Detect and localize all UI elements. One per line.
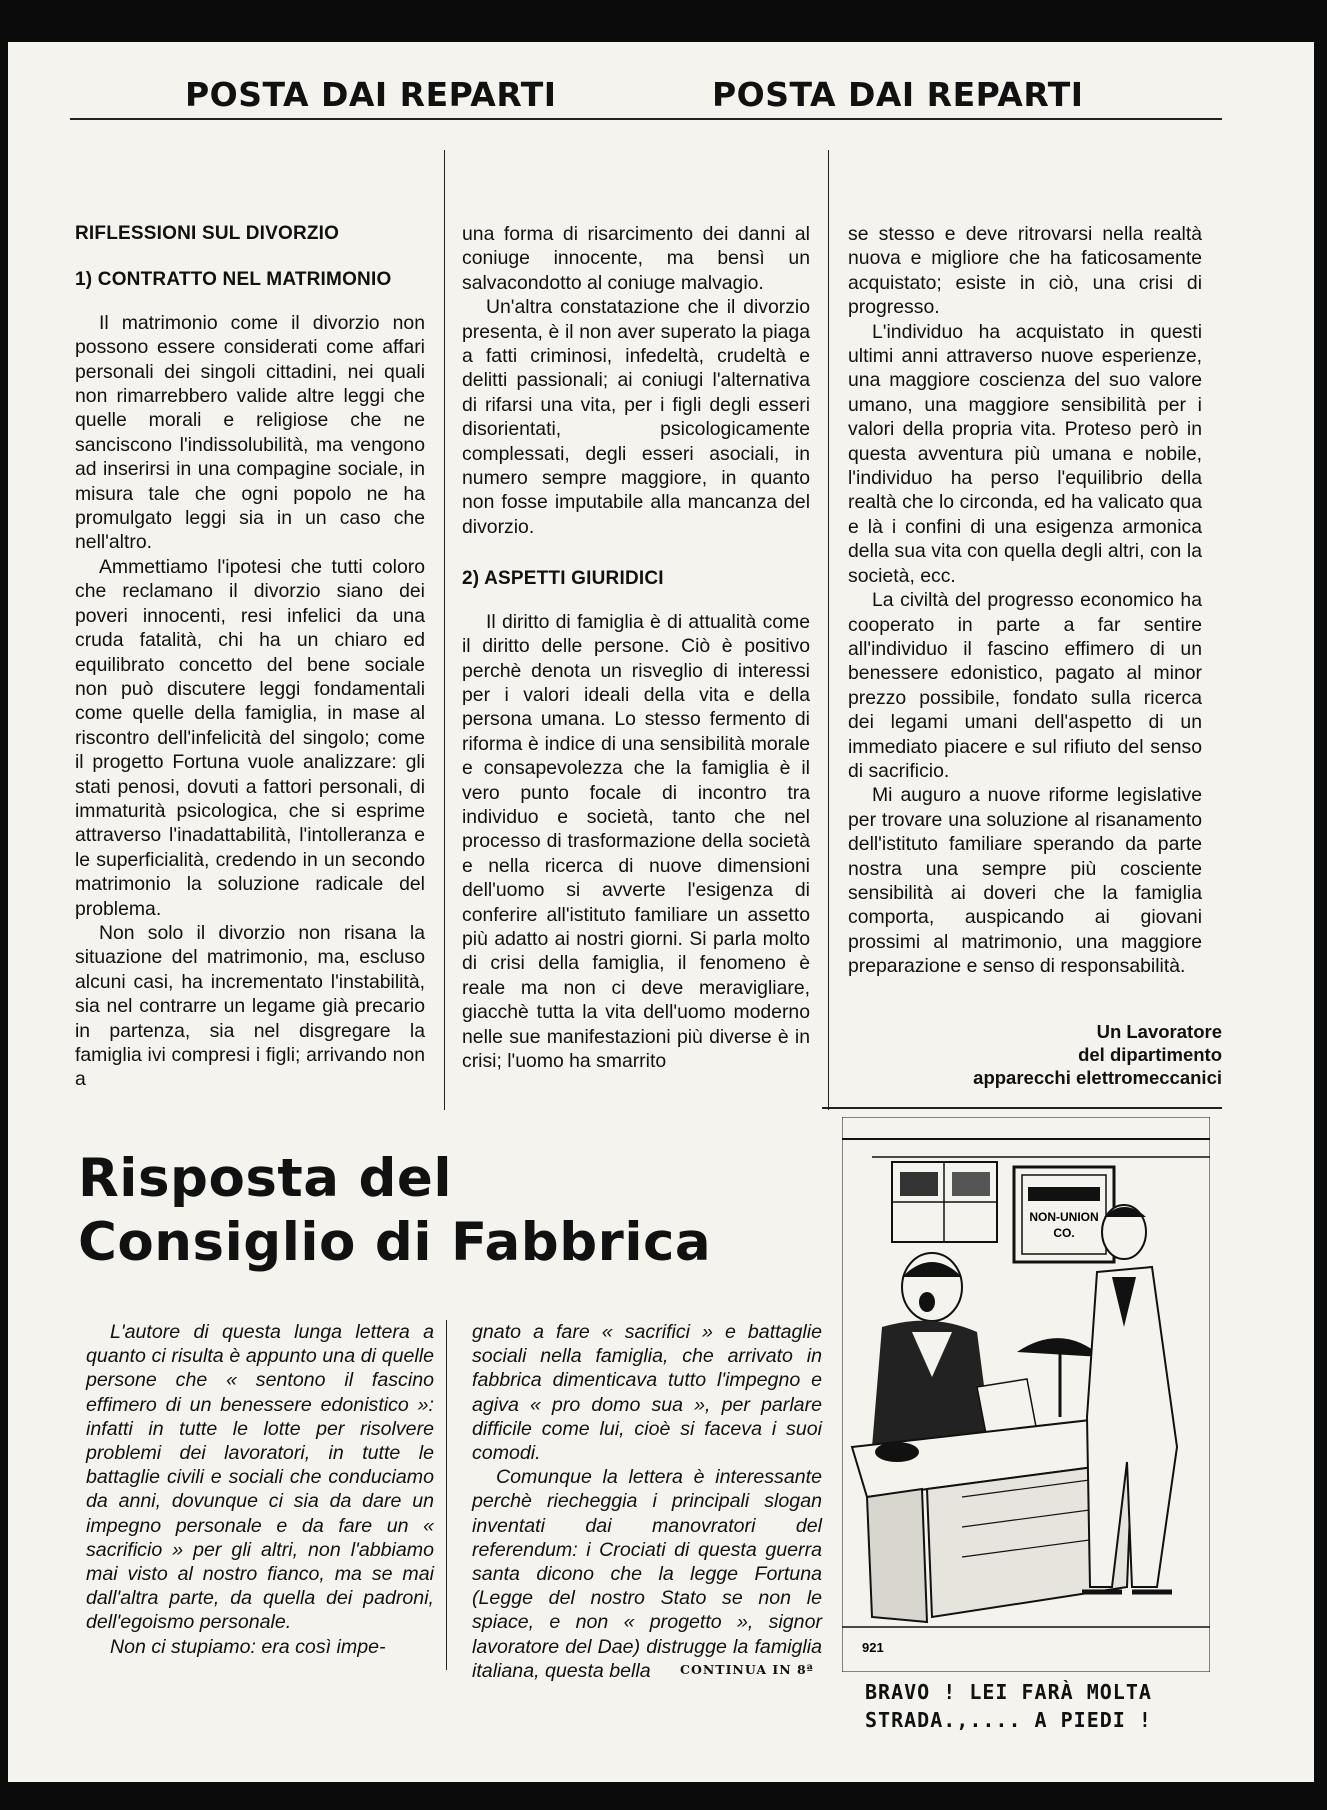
column-divider [444, 150, 445, 1110]
signature-rule [822, 1107, 1222, 1109]
author-signature [973, 1020, 1222, 1089]
sign-text-line1: NON-UNION [1029, 1210, 1099, 1224]
paragraph: L'individuo ha acquistato in questi ultimi anni attraverso nuove esperienze, una maggiore coscienza del suo valore umano, una maggiore sensibilità per i valori della propria vita. Proteso però in questa avventura più umana e nobile, l'individuo ha perso l'equilibrio della realtà che lo circonda, ed ha valicato qua e là i confini di una esigenza armonica della sua vita con quella degli altri, con la società, ecc. [848, 320, 1202, 587]
section-heading: 1) CONTRATTO NEL MATRIMONIO [75, 269, 392, 291]
article-column-2 [462, 222, 810, 1073]
column-divider [446, 1320, 447, 1670]
section-heading: 2) ASPETTI GIURIDICI [462, 568, 664, 590]
column-divider [828, 150, 829, 1110]
signature-line: Un Lavoratore [1096, 1021, 1222, 1042]
article-column-3 [848, 222, 1202, 979]
response-column-2 [472, 1320, 822, 1683]
paragraph: Il matrimonio come il divorzio non possono essere considerati come affari personali dei singoli cittadini, nei quali non rimarrebbero valide altre leggi che quelle morali e religiose che ne sanciscono l'indissolubilità, ma vengono ad inserirsi in una compagine sociale, in misura tale che ogni popolo ne ha promulgato leggi sia in un caso che nell'altro. [75, 311, 425, 554]
article-title: RIFLESSIONI SUL DIVORZIO [75, 223, 340, 244]
article-column-1 [75, 222, 425, 1092]
paragraph: se stesso e deve ritrovarsi nella realtà nuova e migliore che ha faticosamente acquistato; esiste in ciò, una crisi di progresso. [848, 223, 1202, 319]
paragraph: Non ci stupiamo: era così impe- [110, 1635, 386, 1658]
paragraph: gnato a fare « sacrifici » e battaglie sociali nella famiglia, che arrivato in fabbrica dimenticava tutto l'impegno e agiva « pro domo sua », per parlare difficile come lui, cioè si faceva i suoi comodi. [472, 1321, 822, 1465]
paragraph: Il diritto di famiglia è di attualità come il diritto delle persone. Ciò è positivo perchè denota un risveglio di interessi per i valori ideali della vita e della persona umana. Lo stesso fermento di riforma è indice di una sensibilità morale e consapevolezza che la famiglia è il vero punto focale di incontro tra individuo e società, tanto che nel processo di trasformazione della società e nella ricerca di nuove dimensioni dell'uomo si avverte l'esigenza di conferire all'istituto familiare un assetto più adatto ai nostri giorni. Si parla molto di crisi della famiglia, il fenomeno è reale ma non ci deve meravigliare, giacchè tutta la vita dell'uomo moderno nelle sue manifestazioni più diverse è in crisi; l'uomo ha smarrito [462, 610, 810, 1072]
cartoon-caption-line1: BRAVO ! LEI FARÀ MOLTA [865, 1680, 1152, 1704]
continua-note: CONTINUA IN 8ª [680, 1662, 814, 1677]
paragraph: L'autore di questa lunga lettera a quanto ci risulta è appunto una di quelle persone che « sentono il fascino effimero di un benessere edonistico »: infatti in tutte le lotte per risolvere problemi dei lavoratori, in tutte le battaglie civili e sociali che conduciamo da anni, dovunque ci sia da dare un impegno personale e da fare un « sacrificio » per gli altri, non l'abbiamo mai visto al nostro fianco, ma se mai dall'altra parte, da quella dei padroni, dell'egoismo personale. [86, 1321, 434, 1634]
paragraph: Un'altra constatazione che il divorzio presenta, è il non aver superato la piaga a fatti criminosi, infedeltà, crudeltà e delitti passionali; ai coniugi l'alternativa di rifarsi una vita, per i figli degli esseri disorientati, psicologicamente complessati, degli esseri asociali, in numero sempre maggiore, in quanto non fosse imputabile alla mancanza del divorzio. [462, 296, 810, 538]
header-rule [70, 118, 1222, 120]
section-header-right: POSTA DAI REPARTI [712, 75, 1084, 114]
response-headline-line2: Consiglio di Fabbrica [78, 1212, 712, 1273]
signature-line: apparecchi elettromeccanici [973, 1067, 1222, 1088]
section-header-left: POSTA DAI REPARTI [185, 75, 557, 114]
response-headline-line1: Risposta del [78, 1148, 453, 1209]
sign-text-line2: CO. [1053, 1226, 1075, 1240]
paragraph: Ammettiamo l'ipotesi che tutti coloro che reclamano il divorzio siano dei poveri innocenti, resi infelici da una cruda fatalità, chi ha un chiaro ed equilibrato concetto del bene sociale non può discutere leggi fondamentali come quelle della famiglia, in mase al riscontro dell'infelicità del singolo; come il progetto Fortuna vuole analizzare: gli stati penosi, dovuti a fattori personali, di immaturità psicologica, che si esprime attraverso l'inadattabilità, l'intolleranza e le superficialità, credendo in un secondo matrimonio la soluzione radicale del problema. [75, 555, 425, 920]
cartoon-artist-mark: 921 [862, 1640, 884, 1655]
paragraph: Mi auguro a nuove riforme legislative per trovare una soluzione al risanamento dell'istituto familiare sperando da parte nostra una sempre più cosciente sensibilità ai doveri che la famiglia comporta, auspicando ai giovani prossimi al matrimonio, una maggiore preparazione e senso di responsabilità. [848, 784, 1202, 978]
signature-line: del dipartimento [1078, 1044, 1222, 1065]
paragraph: Non solo il divorzio non risana la situazione del matrimonio, ma, escluso alcuni casi, ha incrementato l'instabilità, sia nel contrarre un legame già precario in partenza, sia nel disgregare la famiglia ivi compresi i figli; arrivando non a [75, 921, 425, 1091]
cartoon-caption-line2: STRADA.,.... A PIEDI ! [865, 1708, 1152, 1732]
paragraph: La civiltà del progresso economico ha cooperato in parte a far sentire all'individuo il fascino effimero di un benessere edonistico, pagato al minor prezzo possibile, fondato sulla ricerca dei legami umani dell'aspetto di un immediato piacere e sul rifiuto del senso di sacrificio. [848, 589, 1202, 782]
cartoon-illustration [842, 1117, 1210, 1672]
paragraph: Comunque la lettera è interessante perchè riecheggia i principali slogan inventati dai manovratori del referendum: i Crociati di questa guerra santa dicono che la legge Fortuna (Legge del nostro Stato se non le spiace, e non « progetto », signor lavoratore del Dae) distrugge la famiglia italiana, questa bella [472, 1466, 822, 1682]
response-column-1 [86, 1320, 434, 1659]
paragraph: una forma di risarcimento dei danni al coniuge innocente, ma bensì un salvacondotto al coniuge malvagio. [462, 223, 810, 294]
